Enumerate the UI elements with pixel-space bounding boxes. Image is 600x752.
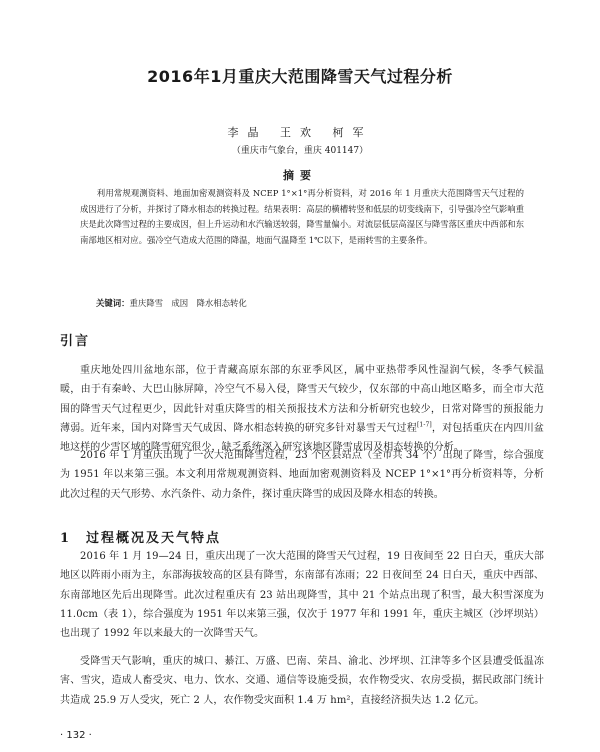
section1-paragraph-1: 2016 年 1 月 19—24 日，重庆出现了一次大范围的降雪天气过程，19 日夜间至 22 日白天，重庆大部地区以阵雨小雨为主，东部海拔较高的区县有降雪，东南部有冻雨；22 日夜间至 24 日白天，重庆中西部、东南部地区先后出现降雪。此次过程重庆有 23 站出现降雪，其中 21 个站点出现了积雪，最大积雪深度为 11.0cm（表 1），综合强度为 1951 年以来第三强，仅次于 1977 年和 1991 年，重庆主城区（沙坪坝站）也出现了 1992 年以来最大的一次降雪天气。 (60, 551, 544, 640)
section-title: 过程概况及天气特点 (86, 531, 222, 546)
author-list: 李晶 王欢 柯军 (227, 126, 373, 139)
section-number: 1 (60, 531, 72, 546)
abstract-body: 利用常规观测资料、地面加密观测资料及 NCEP 1°×1°再分析资料，对 2016 年 1 月重庆大范围降雪天气过程的成因进行了分析，并探讨了降水相态的转换过程。结果表明：高层的横槽转竖和低层的切变线南下，引导强冷空气影响重庆是此次降雪过程的主要成因，但上升运动和水汽输送较弱，降雪量偏小。对流层低层高湿区与降雪落区重庆中西部和东南部地区相对应。强冷空气造成大范围的降温，地面气温降至 1℃以下，是雨转雪的主要条件。 (80, 188, 524, 245)
keywords-label: 关键词： (96, 298, 130, 308)
section1-paragraph-2: 受降雪天气影响，重庆的城口、綦江、万盛、巴南、荣昌、渝北、沙坪坝、江津等多个区县遭受低温冻害、雪灾，造成人畜受灾、电力、饮水、交通、通信等设施受损，农作物受灾、农房受损，据民政部门统计共造成 25.9 万人受灾，死亡 2 人，农作物受灾面积 1.4 万 hm²，直接经济损失达 1.2 亿元。 (60, 656, 544, 706)
abstract-heading: 摘要 (283, 169, 317, 182)
paper-title: 2016年1月重庆大范围降雪天气过程分析 (147, 67, 453, 86)
section-heading-1 (60, 527, 221, 546)
section-heading-intro: 引言 (60, 334, 91, 349)
intro-paragraph-1-end: ，对包括重庆在内四川盆地这样的少雪区域的降雪研究很少，缺乏系统深入研究该地区降雪成因及相态转换的分析。 (60, 422, 545, 454)
intro-paragraph-2: 2016 年 1 月重庆出现了一次大范围降雪过程，23 个区县站点（全市共 34 个）出现了降雪，综合强度为 1951 年以来第三强。本文利用常规观测资料、地面加密观测资料及 NCEP 1°×1°再分析资料等，分析此次过程的天气形势、水汽条件、动力条件，探讨重庆降雪的成因及降水相态的转换。 (60, 450, 544, 500)
intro-paragraph-1-text: 重庆地处四川盆地东部，位于青藏高原东部的东亚季风区，属中亚热带季风性湿润气候，冬季气候温暖，由于有秦岭、大巴山脉屏障，冷空气不易入侵，降雪天气较少，仅东部的中高山地区略多，而全市大范围的降雪天气过程更少，因此针对重庆降雪的相关预报技术方法和分析研究也较少，日常对降雪的预报能力薄弱。近年来，国内对降雪天气成因、降水相态转换的研究多针对暴雪天气过程 (60, 365, 544, 434)
keywords-text: 重庆降雪 成因 降水相态转化 (129, 298, 247, 308)
citation-ref: [1-7] (416, 421, 432, 429)
keywords-line (96, 296, 524, 310)
author-affiliation: （重庆市气象台，重庆 401147） (231, 146, 369, 156)
page-number: · 132 · (60, 730, 92, 741)
intro-paragraph-1 (60, 361, 544, 457)
